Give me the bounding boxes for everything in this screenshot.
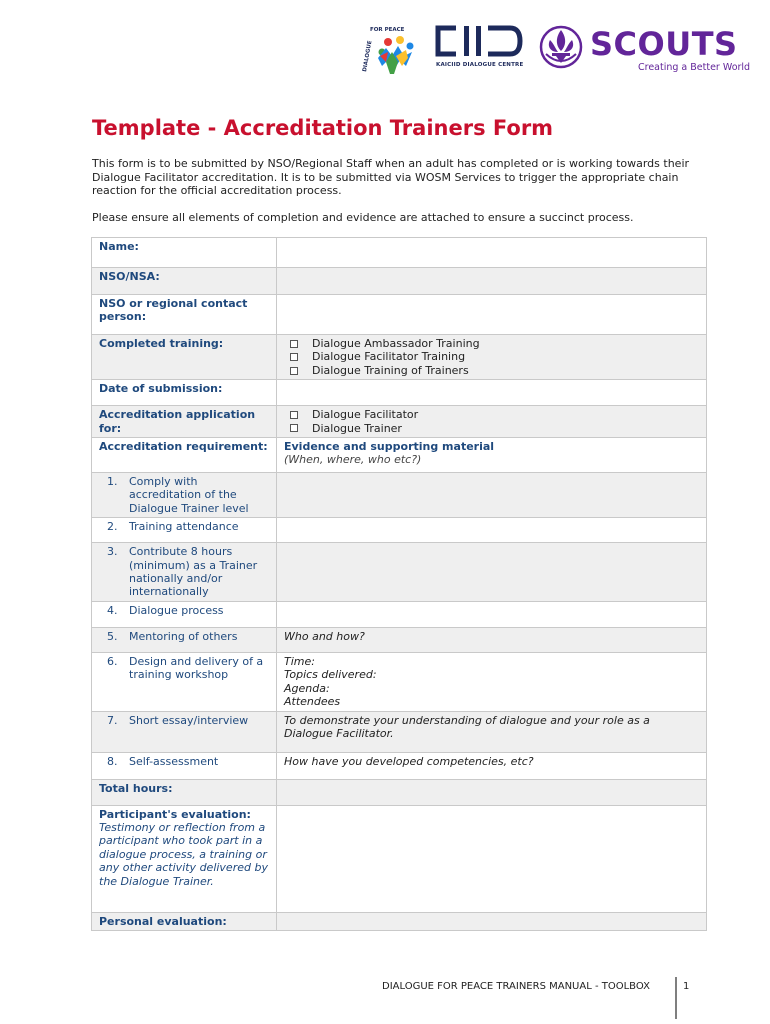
requirement-number: 7. — [107, 713, 118, 727]
nso-field[interactable] — [277, 268, 707, 295]
form-row-personal-evaluation — [92, 912, 707, 930]
requirement-row — [92, 601, 707, 627]
checkbox-label: Dialogue Facilitator Training — [312, 350, 466, 364]
requirement-evidence-field[interactable] — [277, 518, 707, 543]
evidence-header-cell — [277, 438, 707, 473]
requirement-text: Mentoring of others — [129, 629, 238, 643]
form-row-date — [92, 380, 707, 406]
personal-evaluation-label: Personal evaluation: — [92, 912, 277, 930]
requirement-cell — [92, 752, 277, 779]
application-label: Accreditation application for: — [92, 406, 277, 438]
checkbox-label: Dialogue Ambassador Training — [312, 337, 480, 350]
requirement-evidence-hint[interactable]: Time: Topics delivered: Agenda: Attendees — [277, 652, 707, 711]
requirement-row — [92, 627, 707, 652]
requirement-cell — [92, 652, 277, 711]
accreditation-form-table — [91, 237, 707, 931]
requirement-cell — [92, 543, 277, 602]
dfp-logo-text-left: DIALOGUE — [362, 40, 374, 73]
checkbox-icon[interactable] — [290, 411, 298, 419]
requirement-evidence-hint[interactable]: Who and how? — [277, 627, 707, 652]
application-options — [277, 406, 707, 438]
requirement-number: 5. — [107, 629, 118, 643]
requirement-evidence-hint[interactable]: To demonstrate your understanding of dialogue and your role as a Dialogue Facilitator. — [277, 711, 707, 752]
scouts-logo — [538, 22, 751, 78]
dialogue-for-peace-logo — [356, 22, 428, 78]
requirement-cell — [92, 711, 277, 752]
requirement-text: Training attendance — [129, 520, 239, 534]
requirement-row — [92, 518, 707, 543]
fleur-de-lis-icon — [538, 24, 584, 70]
requirement-evidence-hint[interactable]: How have you developed competencies, etc? — [277, 752, 707, 779]
checkbox-option[interactable] — [284, 408, 699, 421]
date-label: Date of submission: — [92, 380, 277, 406]
checkbox-option[interactable] — [284, 364, 699, 377]
requirement-row — [92, 473, 707, 518]
checkbox-icon[interactable] — [290, 353, 298, 361]
instruction-paragraph: Please ensure all elements of completion and evidence are attached to ensure a succinct process. — [92, 211, 634, 224]
form-row-application — [92, 406, 707, 438]
form-row-contact — [92, 295, 707, 335]
requirement-evidence-field[interactable] — [277, 543, 707, 602]
participant-evaluation-field[interactable] — [277, 805, 707, 912]
form-row-total-hours — [92, 779, 707, 805]
checkbox-label: Dialogue Facilitator — [312, 408, 419, 422]
requirement-text: Short essay/interview — [129, 713, 249, 727]
form-row-completed-training — [92, 335, 707, 380]
kaiciid-caption: KAICIID DIALOGUE CENTRE — [436, 62, 524, 68]
participant-evaluation-cell — [92, 805, 277, 912]
form-row-name — [92, 238, 707, 268]
date-field[interactable] — [277, 380, 707, 406]
requirement-evidence-field[interactable] — [277, 473, 707, 518]
requirement-evidence-field[interactable] — [277, 601, 707, 627]
participant-evaluation-note: Testimony or reflection from a participant who took part in a dialogue process, a training or any other activity delivered by the Dialogue Trainer. — [99, 820, 268, 888]
requirement-text: Self-assessment — [129, 754, 219, 768]
contact-field[interactable] — [277, 295, 707, 335]
footer-divider — [675, 977, 677, 1019]
checkbox-icon[interactable] — [290, 424, 298, 432]
form-row-nso — [92, 268, 707, 295]
requirement-text: Dialogue process — [129, 603, 224, 617]
page-title: Template - Accreditation Trainers Form — [92, 116, 554, 140]
name-label: Name: — [92, 238, 277, 268]
form-row-participant-evaluation — [92, 805, 707, 912]
scouts-tagline: Creating a Better World — [638, 62, 751, 73]
total-hours-field[interactable] — [277, 779, 707, 805]
header-logos — [356, 22, 751, 78]
requirement-label: Accreditation requirement: — [92, 438, 277, 473]
requirement-number: 6. — [107, 654, 118, 668]
nso-label: NSO/NSA: — [92, 268, 277, 295]
requirement-number: 4. — [107, 603, 118, 617]
checkbox-option[interactable] — [284, 350, 699, 363]
requirement-row — [92, 711, 707, 752]
completed-training-label: Completed training: — [92, 335, 277, 380]
requirement-row — [92, 752, 707, 779]
requirement-cell — [92, 518, 277, 543]
form-row-requirement-header — [92, 438, 707, 473]
personal-evaluation-field[interactable] — [277, 912, 707, 930]
name-field[interactable] — [277, 238, 707, 268]
checkbox-option[interactable] — [284, 337, 699, 350]
intro-paragraph: This form is to be submitted by NSO/Regional Staff when an adult has completed or is working towards their Dialogue Facilitator accreditation. It is to be submitted via WOSM Services to trigger the appropriate chain reaction for the official accreditation process. — [92, 157, 690, 197]
checkbox-label: Dialogue Training of Trainers — [312, 363, 469, 377]
requirement-text: Contribute 8 hours (minimum) as a Trainer nationally and/or internationally — [129, 545, 258, 599]
checkbox-icon[interactable] — [290, 340, 298, 348]
requirement-cell — [92, 601, 277, 627]
page-number: 1 — [683, 981, 690, 992]
checkbox-option[interactable] — [284, 422, 699, 435]
requirement-number: 3. — [107, 545, 118, 559]
requirement-text: Comply with accreditation of the Dialogue Trainer level — [129, 475, 249, 515]
checkbox-icon[interactable] — [290, 367, 298, 375]
requirement-row — [92, 652, 707, 711]
contact-label: NSO or regional contact person: — [92, 295, 277, 335]
requirement-number: 8. — [107, 754, 118, 768]
requirement-cell — [92, 473, 277, 518]
total-hours-label: Total hours: — [92, 779, 277, 805]
footer-text: DIALOGUE FOR PEACE TRAINERS MANUAL - TOOLBOX — [382, 981, 650, 992]
requirement-text: Design and delivery of a training workshop — [129, 654, 264, 682]
completed-training-options — [277, 335, 707, 380]
participant-evaluation-label: Participant's evaluation: — [99, 807, 251, 821]
checkbox-label: Dialogue Trainer — [312, 421, 402, 435]
requirement-cell — [92, 627, 277, 652]
kaiciid-logo — [434, 24, 530, 78]
requirement-number: 1. — [107, 475, 118, 489]
evidence-header: Evidence and supporting material — [284, 440, 495, 454]
evidence-subheader: (When, where, who etc?) — [284, 453, 422, 467]
scouts-wordmark: SCOUTS — [590, 25, 738, 63]
requirement-number: 2. — [107, 520, 118, 534]
dfp-logo-text-top: FOR PEACE — [370, 27, 405, 33]
requirement-row — [92, 543, 707, 602]
